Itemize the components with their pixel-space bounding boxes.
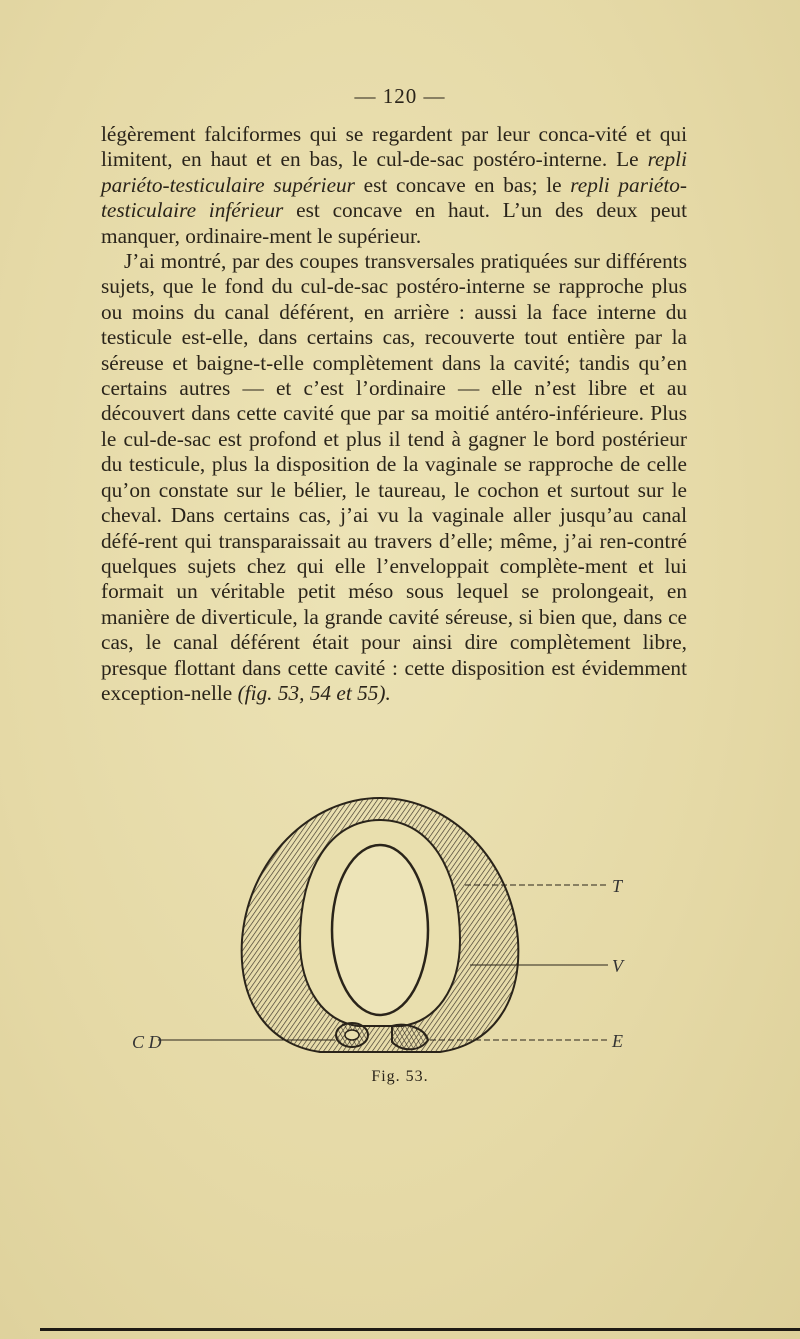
paragraph-2 — [101, 249, 687, 706]
text-run: est concave en haut. L’un des deux peut manquer, ordinaire-ment le supérieur. — [101, 198, 687, 248]
italic-run: repli pariéto-testiculaire supérieur — [101, 147, 687, 197]
italic-run: (fig. 53, 54 et 55). — [237, 680, 391, 705]
label-cd: C D — [132, 1032, 162, 1052]
paragraph-1 — [101, 122, 687, 249]
label-v: V — [612, 956, 623, 976]
text-run: J’ai montré, par des coupes transversales pratiquées sur différents sujets, que le fond du cul-de-sac postéro-interne se rapproche plus ou moins du canal déférent, en arrière : aussi la face interne du testicule est-elle, dans certains cas, recouverte tout entière par la séreuse et baigne-t-elle complètement dans la cavité; tandis qu’en certains autres — et c’est l’ordinaire — elle n’est libre et au découvert dans cette cavité que par sa moitié antéro-inférieure. Plus le cul-de-sac est profond et plus il tend à gagner le bord postérieur du testicule, plus la disposition de la vaginale se rapproche de celle qu’on constate sur le bélier, le taureau, le cochon et surtout sur le cheval. Dans certains cas, j’ai vu la vaginale aller jusqu’au canal défé-rent qui transparaissait au travers d’elle; même, j’ai ren-contré quelques sujets chez qui elle l’enveloppait complète-ment et lui formait un véritable petit méso sous lequel se prolongeait, en manière de diverticule, la grande cavité séreuse, si bien que, dans ce cas, le canal déférent était pour ainsi dire complètement libre, presque flottant dans cette cavité : cette disposition est évidemment exception-nelle — [101, 249, 687, 705]
label-e: E — [612, 1031, 623, 1051]
body-text — [101, 122, 687, 706]
italic-run: repli pariéto-testiculaire inférieur — [101, 172, 688, 223]
label-t: T — [612, 876, 623, 896]
anatomical-figure — [130, 790, 630, 1060]
text-run: est concave en bas; le — [354, 172, 571, 197]
text-run: légèrement falciformes qui se regardent par leur conca-vité et qui limitent, en haut et en bas, le cul-de-sac postéro-interne. Le — [101, 122, 687, 172]
page-edge-rule — [40, 1328, 800, 1331]
testicle-cross-section-drawing — [130, 790, 630, 1060]
page-number: — 120 — — [354, 84, 446, 108]
figure-caption: Fig. 53. — [371, 1068, 429, 1085]
